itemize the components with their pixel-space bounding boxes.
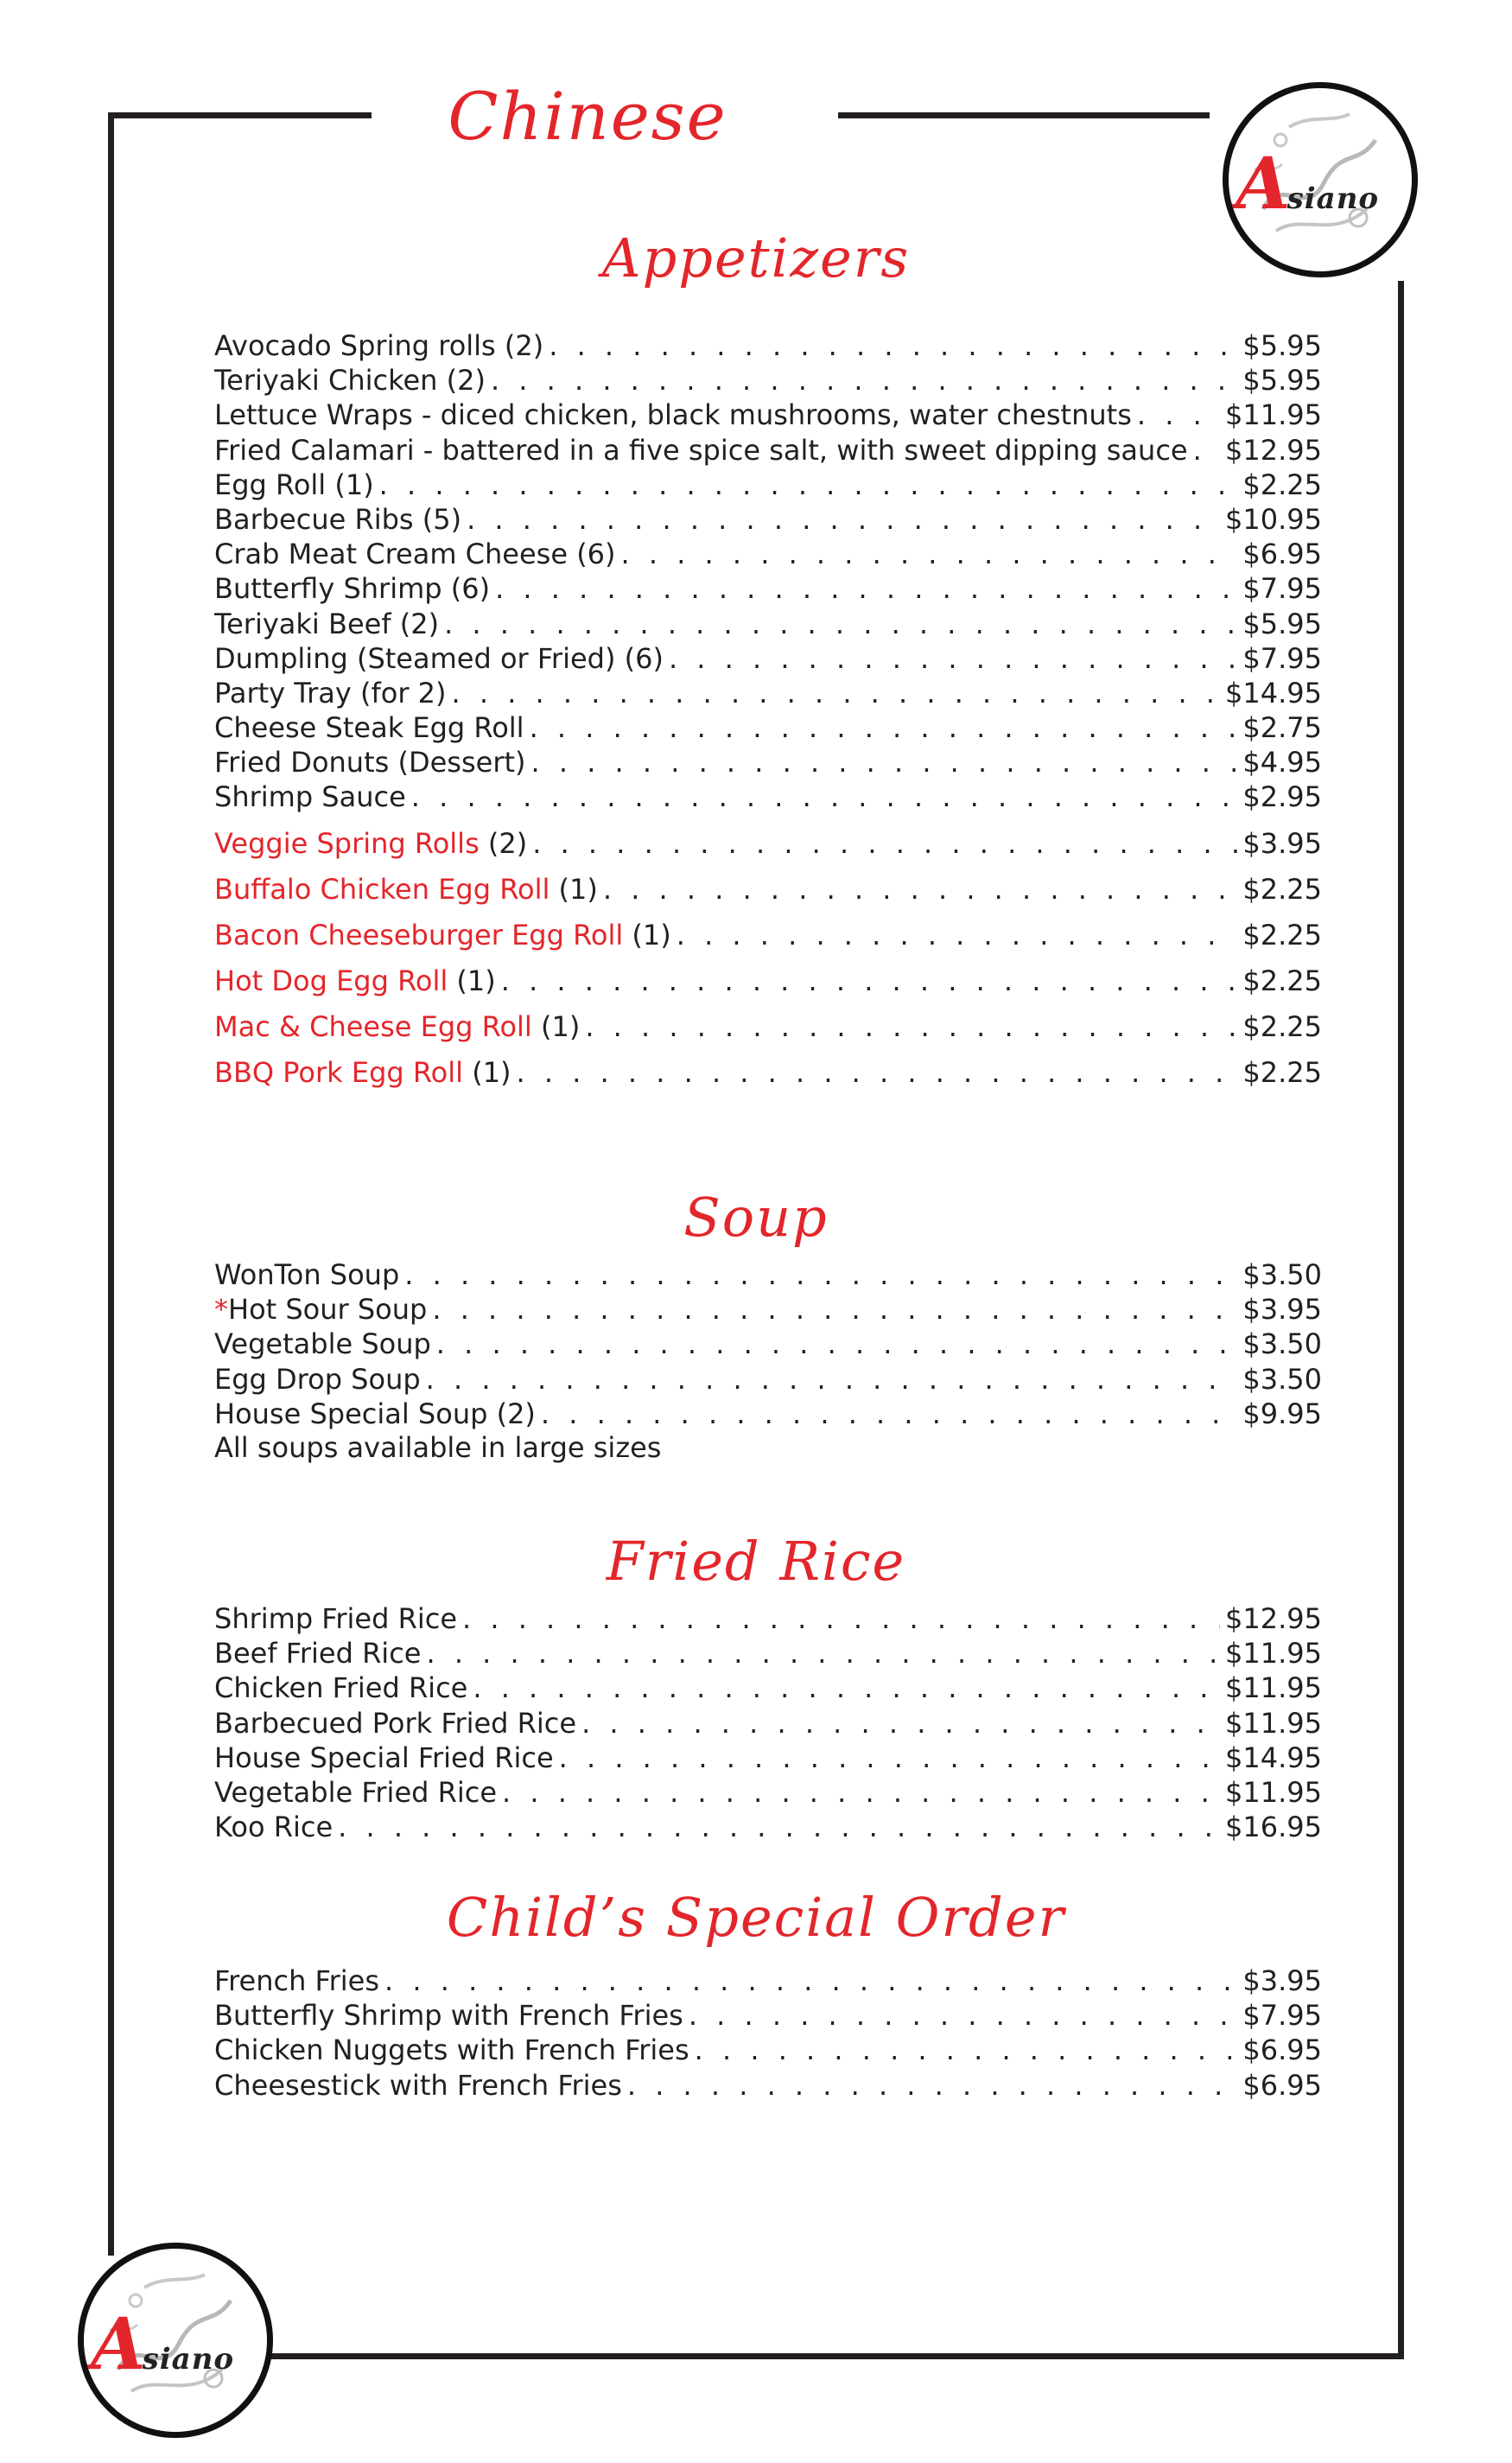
childs-special-title: Child’s Special Order bbox=[446, 1886, 1066, 1949]
dot-leader bbox=[531, 745, 1238, 780]
menu-item bbox=[214, 502, 1322, 537]
item-price: $2.25 bbox=[1242, 468, 1322, 501]
item-name: Teriyaki Beef (2) bbox=[214, 607, 440, 640]
menu-item bbox=[214, 571, 1322, 606]
dot-leader bbox=[462, 1601, 1220, 1636]
dot-leader bbox=[452, 676, 1221, 710]
item-price: $3.50 bbox=[1242, 1258, 1322, 1291]
item-name: Fried Donuts (Dessert) bbox=[214, 746, 526, 780]
menu-item bbox=[214, 780, 1322, 814]
item-name: Fried Calamari - battered in a five spice salt, with sweet dipping sauce bbox=[214, 433, 1188, 467]
logo-initial: A bbox=[91, 2303, 146, 2386]
item-price: $9.95 bbox=[1242, 1397, 1322, 1430]
dot-leader bbox=[1137, 398, 1220, 432]
menu-item bbox=[214, 958, 1322, 1004]
menu-item bbox=[214, 2068, 1322, 2103]
item-price: $3.50 bbox=[1242, 1327, 1322, 1361]
item-price: $2.25 bbox=[1242, 873, 1322, 906]
item-qty: (1) bbox=[540, 1010, 581, 1043]
special-name: BBQ Pork Egg Roll bbox=[214, 1056, 464, 1089]
item-name: Shrimp Sauce bbox=[214, 780, 406, 814]
item-name: Chicken Fried Rice bbox=[214, 1671, 468, 1705]
dot-leader bbox=[411, 780, 1238, 814]
item-name bbox=[214, 1004, 580, 1050]
item-name: French Fries bbox=[214, 1964, 380, 1997]
logo-wordmark bbox=[91, 2303, 264, 2386]
menu-item bbox=[214, 398, 1322, 432]
item-name: Cheesestick with French Fries bbox=[214, 2068, 622, 2102]
item-price: $12.95 bbox=[1225, 433, 1322, 467]
item-name: Egg Drop Soup bbox=[214, 1362, 421, 1396]
menu-item bbox=[214, 676, 1322, 710]
dot-leader bbox=[559, 1741, 1220, 1775]
dot-leader bbox=[1193, 433, 1220, 468]
item-qty: (1) bbox=[558, 873, 598, 906]
special-name: Veggie Spring Rolls bbox=[214, 827, 480, 860]
item-price: $5.95 bbox=[1242, 607, 1322, 640]
dot-leader bbox=[432, 1292, 1237, 1327]
item-name: Vegetable Soup bbox=[214, 1327, 431, 1361]
item-name: Egg Roll (1) bbox=[214, 468, 374, 501]
menu-item bbox=[214, 1292, 1322, 1327]
spicy-marker: * bbox=[214, 1293, 228, 1327]
menu-item bbox=[214, 821, 1322, 867]
logo-text: siano bbox=[1286, 181, 1380, 216]
frame-top-right bbox=[838, 112, 1210, 118]
dot-leader bbox=[585, 1004, 1237, 1050]
item-price: $7.95 bbox=[1242, 572, 1322, 606]
logo-bottom bbox=[78, 2243, 273, 2438]
menu-item bbox=[214, 1327, 1322, 1361]
item-name: Barbecue Ribs (5) bbox=[214, 502, 462, 536]
item-price: $2.95 bbox=[1242, 780, 1322, 814]
dot-leader bbox=[436, 1327, 1238, 1361]
special-name: Mac & Cheese Egg Roll bbox=[214, 1010, 532, 1043]
dot-leader bbox=[444, 607, 1237, 641]
special-name: Bacon Cheeseburger Egg Roll bbox=[214, 919, 624, 951]
item-price: $2.25 bbox=[1242, 1010, 1322, 1043]
menu-item bbox=[214, 1257, 1322, 1292]
menu-item bbox=[214, 1671, 1322, 1705]
item-price: $7.95 bbox=[1242, 1999, 1322, 2033]
dot-leader bbox=[627, 2068, 1238, 2103]
soup-note: All soups available in large sizes bbox=[214, 1431, 662, 1464]
dot-leader bbox=[426, 1362, 1238, 1397]
dot-leader bbox=[677, 913, 1238, 958]
menu-item bbox=[214, 607, 1322, 641]
item-price: $4.95 bbox=[1242, 746, 1322, 780]
item-name: House Special Soup (2) bbox=[214, 1397, 536, 1430]
item-price: $11.95 bbox=[1225, 398, 1322, 432]
menu-item bbox=[214, 1050, 1322, 1096]
dot-leader bbox=[502, 1775, 1220, 1810]
item-qty: (1) bbox=[456, 964, 496, 997]
menu-item bbox=[214, 1004, 1322, 1050]
soup-title: Soup bbox=[683, 1186, 829, 1249]
item-price: $6.95 bbox=[1242, 538, 1322, 571]
dot-leader bbox=[379, 468, 1238, 502]
item-price: $5.95 bbox=[1242, 364, 1322, 398]
menu-item bbox=[214, 1775, 1322, 1810]
item-name: Dumpling (Steamed or Fried) (6) bbox=[214, 641, 664, 675]
menu-item bbox=[214, 745, 1322, 780]
dot-leader bbox=[338, 1810, 1220, 1844]
item-name: Butterfly Shrimp with French Fries bbox=[214, 1999, 683, 2033]
menu-item bbox=[214, 1601, 1322, 1636]
menu-item bbox=[214, 468, 1322, 502]
menu-item bbox=[214, 1963, 1322, 1998]
item-name: Teriyaki Chicken (2) bbox=[214, 364, 486, 398]
item-price: $2.25 bbox=[1242, 1056, 1322, 1089]
dot-leader bbox=[517, 1050, 1238, 1096]
appetizers-title: Appetizers bbox=[601, 226, 911, 290]
logo-text: siano bbox=[142, 2342, 235, 2377]
dot-leader bbox=[473, 1671, 1220, 1705]
dot-leader bbox=[467, 502, 1220, 537]
item-name: Chicken Nuggets with French Fries bbox=[214, 2033, 689, 2067]
dot-leader bbox=[384, 1963, 1237, 1998]
dot-leader bbox=[532, 821, 1237, 867]
item-name: Barbecued Pork Fried Rice bbox=[214, 1706, 577, 1740]
item-name: House Special Fried Rice bbox=[214, 1741, 554, 1774]
item-qty: (1) bbox=[632, 919, 671, 951]
special-name: Hot Dog Egg Roll bbox=[214, 964, 448, 997]
item-name-text: Hot Sour Soup bbox=[228, 1293, 428, 1327]
item-price: $2.25 bbox=[1242, 919, 1322, 951]
item-price: $6.95 bbox=[1242, 2068, 1322, 2102]
special-name: Buffalo Chicken Egg Roll bbox=[214, 873, 550, 906]
appetizers-list bbox=[214, 328, 1322, 815]
item-price: $5.95 bbox=[1242, 329, 1322, 362]
item-qty: (1) bbox=[472, 1056, 511, 1089]
item-name: WonTon Soup bbox=[214, 1258, 400, 1291]
dot-leader bbox=[541, 1397, 1237, 1431]
dot-leader bbox=[426, 1636, 1220, 1671]
item-name: Vegetable Fried Rice bbox=[214, 1775, 498, 1809]
menu-item bbox=[214, 433, 1322, 468]
menu-item bbox=[214, 710, 1322, 745]
item-name: Avocado Spring rolls (2) bbox=[214, 329, 544, 362]
menu-item bbox=[214, 328, 1322, 363]
item-name: Crab Meat Cream Cheese (6) bbox=[214, 538, 616, 571]
dot-leader bbox=[695, 2033, 1238, 2067]
item-price: $14.95 bbox=[1225, 676, 1322, 710]
item-name: Beef Fried Rice bbox=[214, 1637, 422, 1671]
appetizer-specials-list bbox=[214, 821, 1322, 1096]
dot-leader bbox=[491, 363, 1237, 398]
item-name: Party Tray (for 2) bbox=[214, 676, 447, 710]
menu-item bbox=[214, 1362, 1322, 1397]
soup-list bbox=[214, 1257, 1322, 1431]
dot-leader bbox=[530, 710, 1238, 745]
dot-leader bbox=[404, 1257, 1237, 1292]
item-price: $2.25 bbox=[1242, 964, 1322, 997]
item-name bbox=[214, 958, 496, 1004]
item-price: $2.75 bbox=[1242, 711, 1322, 745]
item-name bbox=[214, 867, 598, 913]
item-price: $14.95 bbox=[1225, 1741, 1322, 1774]
item-price: $11.95 bbox=[1225, 1775, 1322, 1809]
menu-item bbox=[214, 1636, 1322, 1671]
page-title: Chinese bbox=[448, 78, 727, 155]
menu-item bbox=[214, 1741, 1322, 1775]
item-price: $7.95 bbox=[1242, 641, 1322, 675]
menu-item bbox=[214, 1810, 1322, 1844]
item-name: Koo Rice bbox=[214, 1811, 334, 1844]
logo-initial: A bbox=[1236, 143, 1291, 226]
item-name bbox=[214, 913, 671, 958]
item-price: $3.95 bbox=[1242, 827, 1322, 860]
menu-item bbox=[214, 867, 1322, 913]
dot-leader bbox=[603, 867, 1238, 913]
dot-leader bbox=[501, 958, 1238, 1004]
menu-item bbox=[214, 1706, 1322, 1741]
item-price: $3.50 bbox=[1242, 1362, 1322, 1396]
menu-item bbox=[214, 2033, 1322, 2067]
fried-rice-title: Fried Rice bbox=[606, 1530, 906, 1593]
item-price: $6.95 bbox=[1242, 2033, 1322, 2067]
fried-rice-list bbox=[214, 1601, 1322, 1844]
item-price: $3.95 bbox=[1242, 1293, 1322, 1327]
item-name bbox=[214, 1050, 511, 1096]
item-price: $11.95 bbox=[1225, 1706, 1322, 1740]
frame-right bbox=[1398, 281, 1404, 2359]
menu-item bbox=[214, 1998, 1322, 2033]
dot-leader bbox=[669, 641, 1237, 676]
frame-top-left bbox=[108, 112, 372, 118]
menu-item bbox=[214, 913, 1322, 958]
item-name: Lettuce Wraps - diced chicken, black mushrooms, water chestnuts bbox=[214, 398, 1132, 432]
item-price: $16.95 bbox=[1225, 1811, 1322, 1844]
logo-wordmark bbox=[1236, 143, 1408, 226]
menu-item bbox=[214, 363, 1322, 398]
item-price: $11.95 bbox=[1225, 1637, 1322, 1671]
item-name bbox=[214, 821, 527, 867]
item-name: Butterfly Shrimp (6) bbox=[214, 572, 491, 606]
dot-leader bbox=[581, 1706, 1220, 1741]
item-qty: (2) bbox=[487, 827, 528, 860]
item-price: $12.95 bbox=[1225, 1602, 1322, 1635]
item-name: Shrimp Fried Rice bbox=[214, 1602, 457, 1635]
item-price: $3.95 bbox=[1242, 1964, 1322, 1997]
childs-special-list bbox=[214, 1963, 1322, 2103]
item-name: Cheese Steak Egg Roll bbox=[214, 711, 524, 745]
item-price: $10.95 bbox=[1225, 502, 1322, 536]
frame-bottom bbox=[251, 2353, 1404, 2359]
dot-leader bbox=[549, 328, 1237, 363]
item-price: $11.95 bbox=[1225, 1671, 1322, 1705]
menu-item bbox=[214, 641, 1322, 676]
dot-leader bbox=[621, 537, 1238, 571]
menu-item bbox=[214, 537, 1322, 571]
item-name bbox=[214, 1292, 427, 1327]
menu-item bbox=[214, 1397, 1322, 1431]
dot-leader bbox=[689, 1998, 1238, 2033]
dot-leader bbox=[495, 571, 1237, 606]
